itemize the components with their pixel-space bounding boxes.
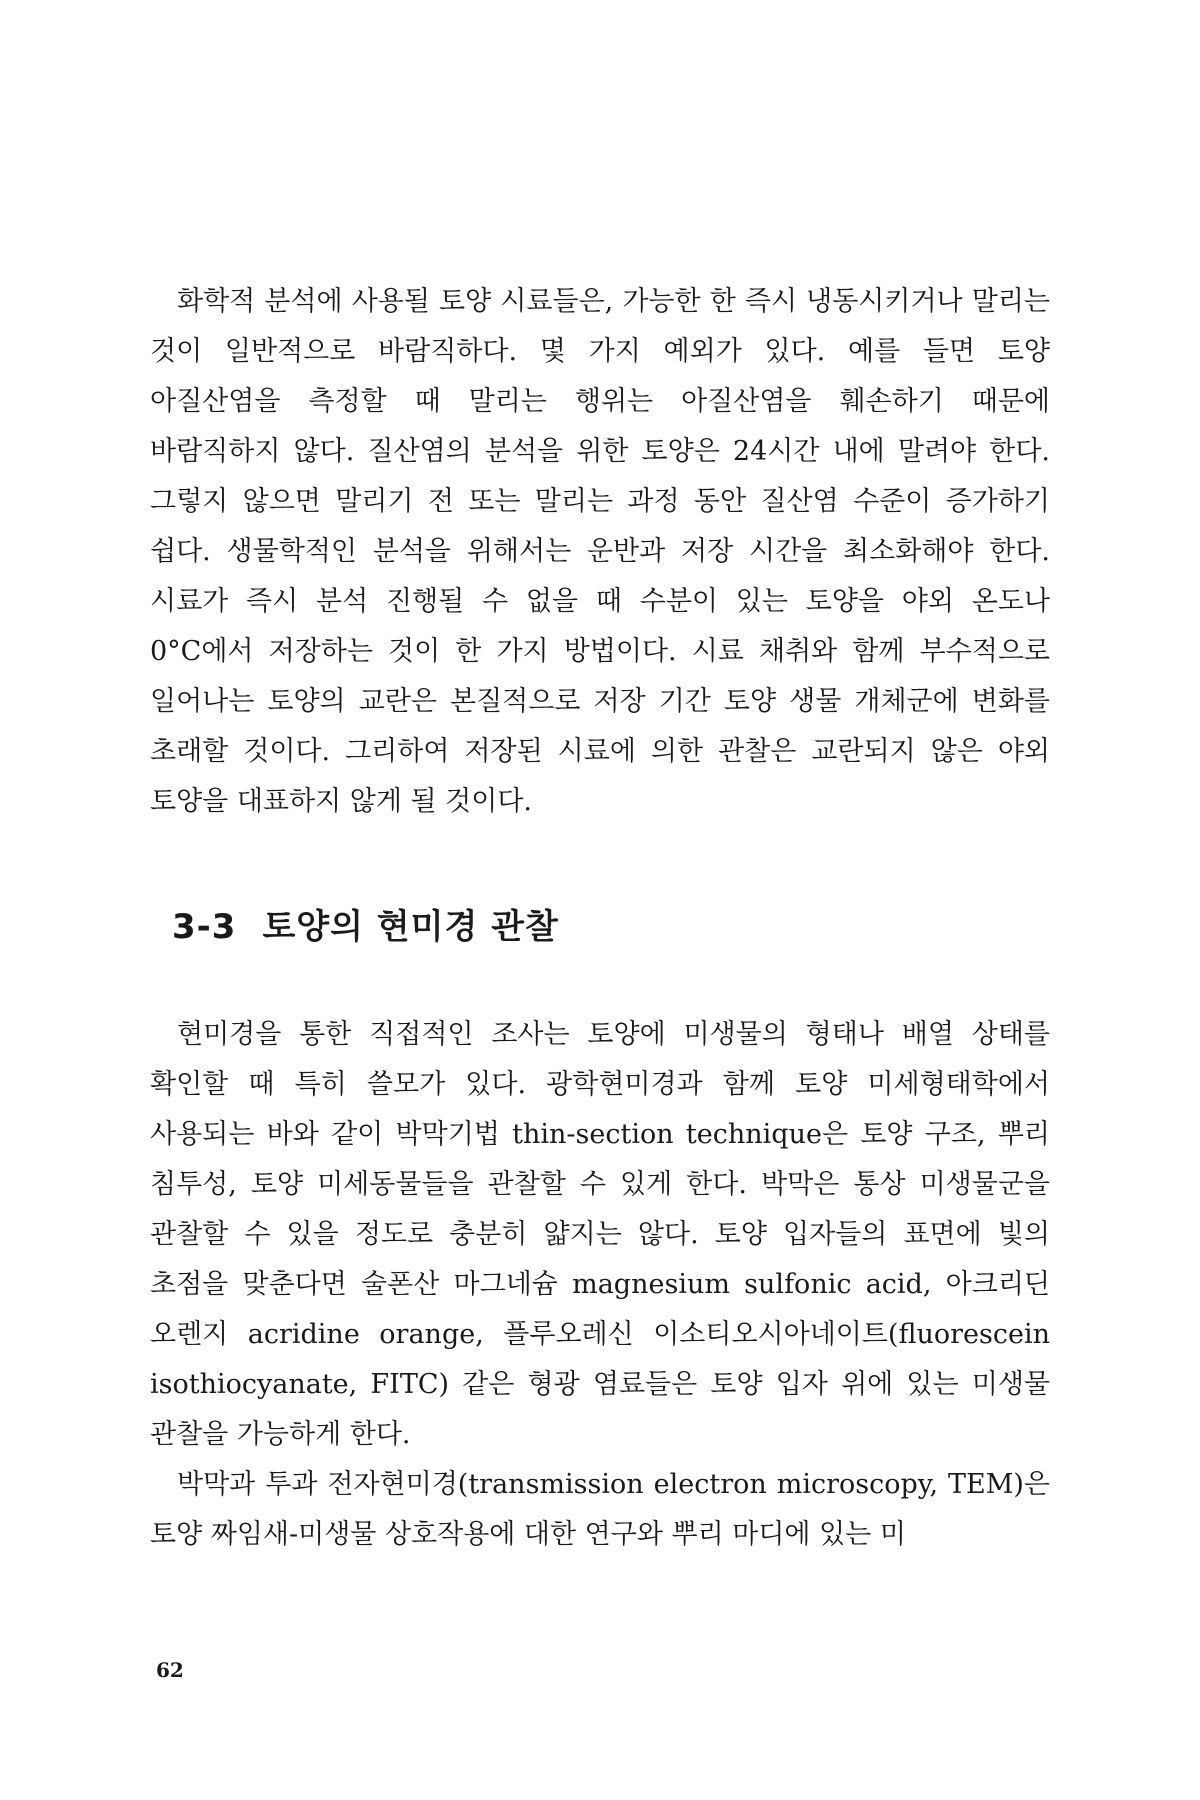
section-heading — [172, 905, 559, 949]
page-number: 62 — [156, 1658, 184, 1682]
body-paragraph-tem: 박막과 투과 전자현미경(transmission electron microscopy, TEM)은 토양 짜임새-미생물 상호작용에 대한 연구와 뿌리 마디에 있는 미 — [150, 1469, 1050, 1550]
section-number: 3-3 — [172, 907, 237, 947]
body-paragraph-microscopy: 현미경을 통한 직접적인 조사는 토양에 미생물의 형태나 배열 상태를 확인할 때 특히 쓸모가 있다. 광학현미경과 함께 토양 미세형태학에서 사용되는 바와 같이 박막기법 thin-section technique은 토양 구조, 뿌리 침투성, 토양 미세동물들을 관찰할 수 있게 한다. 박막은 통상 미생물군을 관찰할 수 있을 정도로 충분히 얇지는 않다. 토양 입자들의 표면에 빛의 초점을 맞춘다면 술폰산 마그네슘 magnesium sulfonic acid, 아크리딘 오렌지 acridine orange, 플루오레신 이소티오시아네이트(fluorescein isothiocyanate, FITC) 같은 형광 염료들은 토양 입자 위에 있는 미생물 관찰을 가능하게 한다. — [150, 1019, 1050, 1450]
section-title: 토양의 현미경 관찰 — [262, 907, 559, 947]
body-paragraph-storage: 화학적 분석에 사용될 토양 시료들은, 가능한 한 즉시 냉동시키거나 말리는 것이 일반적으로 바람직하다. 몇 가지 예외가 있다. 예를 들면 토양 아질산염을 측정할 때 말리는 행위는 아질산염을 훼손하기 때문에 바람직하지 않다. 질산염의 분석을 위한 토양은 24시간 내에 말려야 한다. 그렇지 않으면 말리기 전 또는 말리는 과정 동안 질산염 수준이 증가하기 쉽다. 생물학적인 분석을 위해서는 운반과 저장 시간을 최소화해야 한다. 시료가 즉시 분석 진행될 수 없을 때 수분이 있는 토양을 야외 온도나 0°C에서 저장하는 것이 한 가지 방법이다. 시료 채취와 함께 부수적으로 일어나는 토양의 교란은 본질적으로 저장 기간 토양 생물 개체군에 변화를 초래할 것이다. 그리하여 저장된 시료에 의한 관찰은 교란되지 않은 야외 토양을 대표하지 않게 될 것이다. — [150, 286, 1050, 817]
